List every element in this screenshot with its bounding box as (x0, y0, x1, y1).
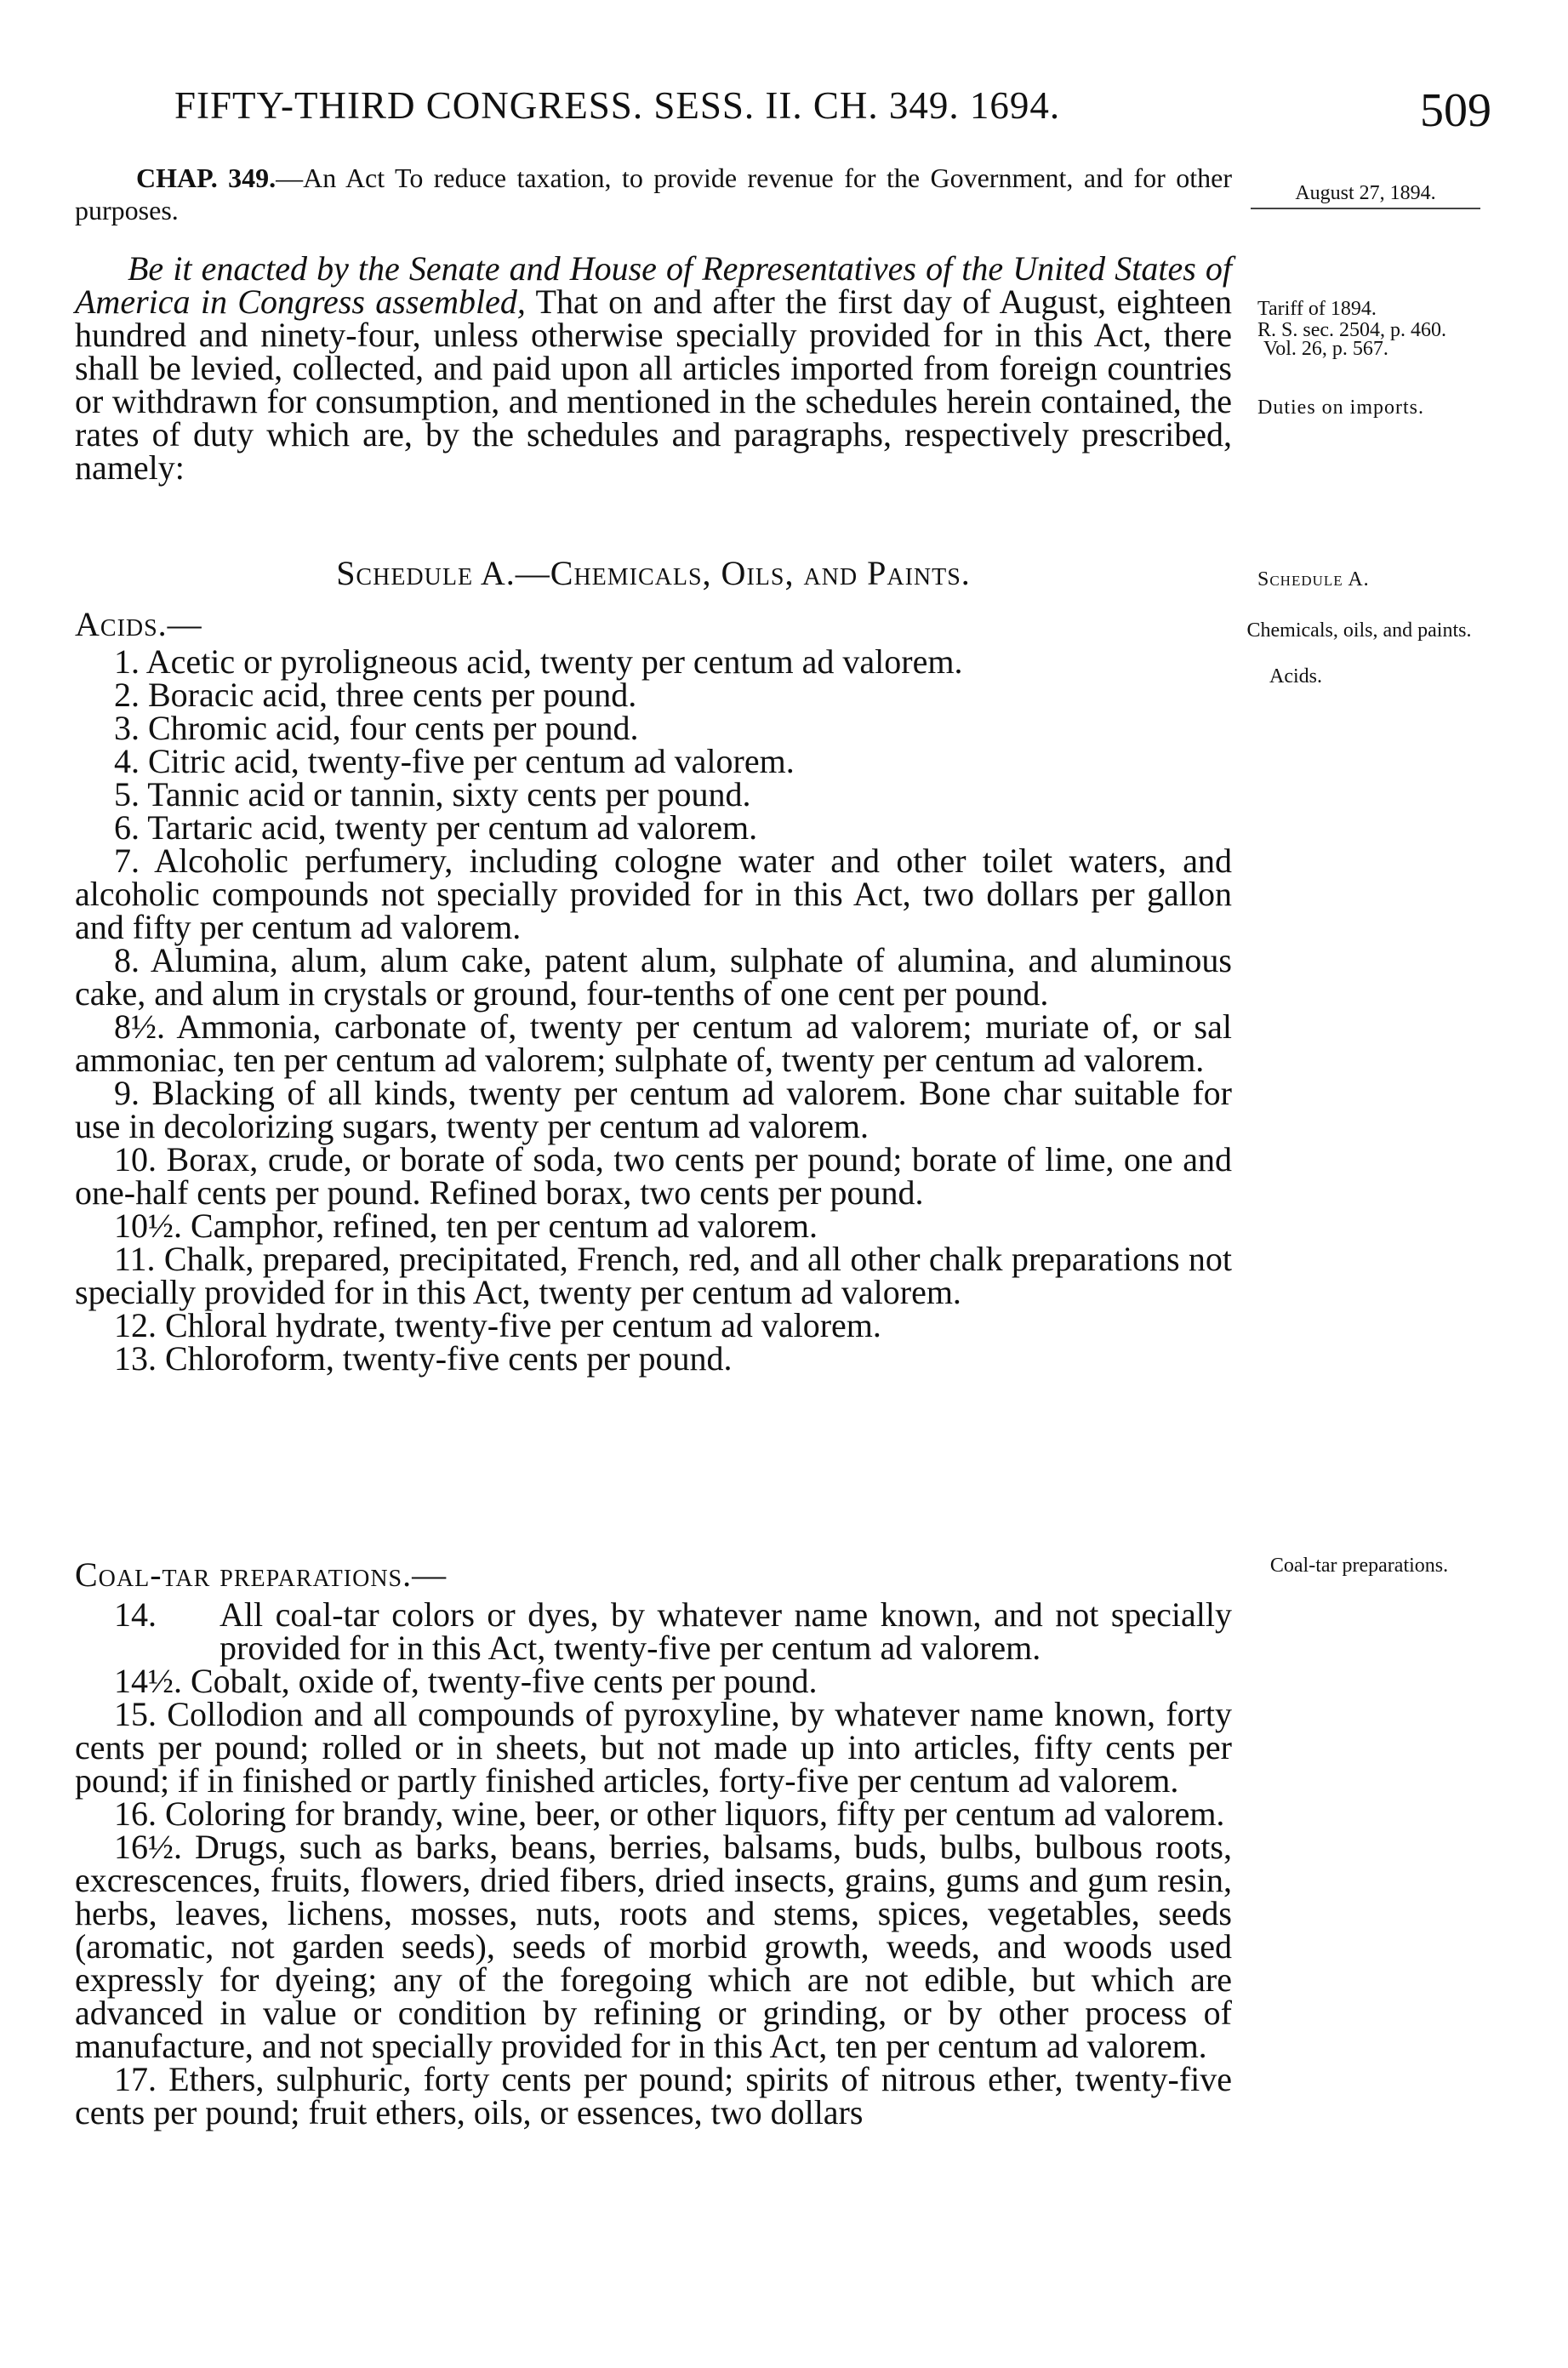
paragraph: 10. Borax, crude, or borate of soda, two cents per pound; borate of lime, one and one-half cents per pound. Refined borax, two cents per pound. (75, 1140, 1232, 1212)
paragraph: 9. Blacking of all kinds, twenty per centum ad valorem. Bone char suitable for use in decolorizing sugars, twenty per centum ad valorem. (75, 1074, 1232, 1145)
schedule-title: Schedule A.—Chemicals, Oils, and Paints. (336, 554, 971, 592)
paragraph: 8½. Ammonia, carbonate of, twenty per centum ad valorem; muriate of, or sal ammoniac, ten per centum ad valorem; sulphate of, twenty per centum ad valorem. (75, 1007, 1232, 1079)
chapter-label: CHAP. 349. (136, 163, 277, 193)
running-head: FIFTY-THIRD CONGRESS. SESS. II. CH. 349. 1694. (174, 84, 1061, 127)
side-note-schedule: Schedule A. (1257, 568, 1370, 591)
paragraph-14 (75, 1595, 1232, 1667)
paragraphs-acids (75, 642, 1232, 1378)
side-note-rs: R. S. sec. 2504, p. 460. (1257, 319, 1446, 341)
side-note-chemicals: Chemicals, oils, and paints. (1246, 619, 1472, 642)
paragraph-number: 14. (114, 1595, 157, 1634)
paragraph: 13. Chloroform, twenty-five cents per pound. (114, 1339, 733, 1378)
paragraph: 10½. Camphor, refined, ten per centum ad valorem. (114, 1207, 818, 1245)
paragraph: 3. Chromic acid, four cents per pound. (114, 709, 639, 747)
date-side-note: August 27, 1894. (1251, 182, 1480, 209)
paragraph: 17. Ethers, sulphuric, forty cents per pound; spirits of nitrous ether, twenty-five cents per pound; fruit ethers, oils, or essences, two dollars (75, 2060, 1232, 2131)
paragraph-text: All coal-tar colors or dyes, by whatever name known, and not specially provided for in this Act, twenty-five per centum ad valorem. (220, 1595, 1232, 1667)
paragraph: 12. Chloral hydrate, twenty-five per centum ad valorem. (114, 1306, 881, 1344)
enacting-clause-text: That on and after the first day of August, eighteen hundred and ninety-four, unless otherwise specially provided for in this Act, there shall be levied, collected, and paid upon all articles imported from foreign countries or withdrawn for consumption, and mentioned in the schedules herein contained, the rates of duty which are, by the schedules and paragraphs, respectively prescribed, namely: (75, 282, 1232, 487)
side-note-vol: Vol. 26, p. 567. (1263, 338, 1388, 360)
side-note-acids: Acids. (1269, 665, 1322, 688)
paragraph: 16½. Drugs, such as barks, beans, berries, balsams, buds, bulbs, bulbous roots, excrescences, fruits, flowers, dried fibers, dried insects, grains, gums and gum resin, herbs, leaves, lichens, mosses, nuts, roots and stems, spices, vegetables, seeds (aromatic, not garden seeds), seeds of morbid growth, weeds, and woods used expressly for dyeing; any of the foregoing which are not edible, but which are advanced in value or condition by refining or grinding, or by other process of manufacture, and not specially provided for in this Act, ten per centum ad valorem. (75, 1828, 1232, 2065)
chapter-title (75, 162, 1232, 226)
acids-heading: Acids.— (75, 605, 202, 643)
paragraph: 14½. Cobalt, oxide of, twenty-five cents per pound. (114, 1662, 818, 1700)
paragraphs-coal-tar (75, 1595, 1232, 2131)
paragraph: 7. Alcoholic perfumery, including cologne water and other toilet waters, and alcoholic compounds not specially provided for in this Act, two dollars per gallon and fifty per centum ad valorem. (75, 842, 1232, 946)
paragraph: 16. Coloring for brandy, wine, beer, or other liquors, fifty per centum ad valorem. (114, 1795, 1225, 1833)
enacting-clause (75, 249, 1232, 487)
paragraph: 6. Tartaric acid, twenty per centum ad valorem. (114, 808, 758, 847)
side-note-coal-tar: Coal-tar preparations. (1269, 1555, 1449, 1577)
page-header (174, 83, 1491, 143)
paragraph: 5. Tannic acid or tannin, sixty cents per pound. (114, 775, 751, 813)
chapter-title-text: —An Act To reduce taxation, to provide revenue for the Government, and for other purposes. (75, 163, 1232, 225)
page-number: 509 (1420, 84, 1491, 137)
side-note-tariff: Tariff of 1894. (1257, 298, 1377, 320)
enacting-clause-italic: Be it enacted by the Senate and House of Representatives of the United States of America in Congress assembled, (75, 249, 1232, 321)
coal-tar-heading: Coal-tar preparations.— (75, 1555, 448, 1594)
paragraph: 11. Chalk, prepared, precipitated, French, red, and all other chalk preparations not specially provided for in this Act, twenty per centum ad valorem. (75, 1240, 1232, 1311)
paragraph: 4. Citric acid, twenty-five per centum ad valorem. (114, 742, 795, 780)
paragraph: 2. Boracic acid, three cents per pound. (114, 676, 637, 714)
paragraph: 8. Alumina, alum, alum cake, patent alum, sulphate of alumina, and aluminous cake, and alum in crystals or ground, four-tenths of one cent per pound. (75, 941, 1232, 1013)
side-note-duties: Duties on imports. (1257, 397, 1424, 419)
paragraph: 1. Acetic or pyroligneous acid, twenty per centum ad valorem. (114, 642, 963, 681)
paragraph: 15. Collodion and all compounds of pyroxyline, by whatever name known, forty cents per pound; rolled or in sheets, but not made up into articles, fifty cents per pound; if in finished or partly finished articles, forty-five per centum ad valorem. (75, 1695, 1232, 1800)
